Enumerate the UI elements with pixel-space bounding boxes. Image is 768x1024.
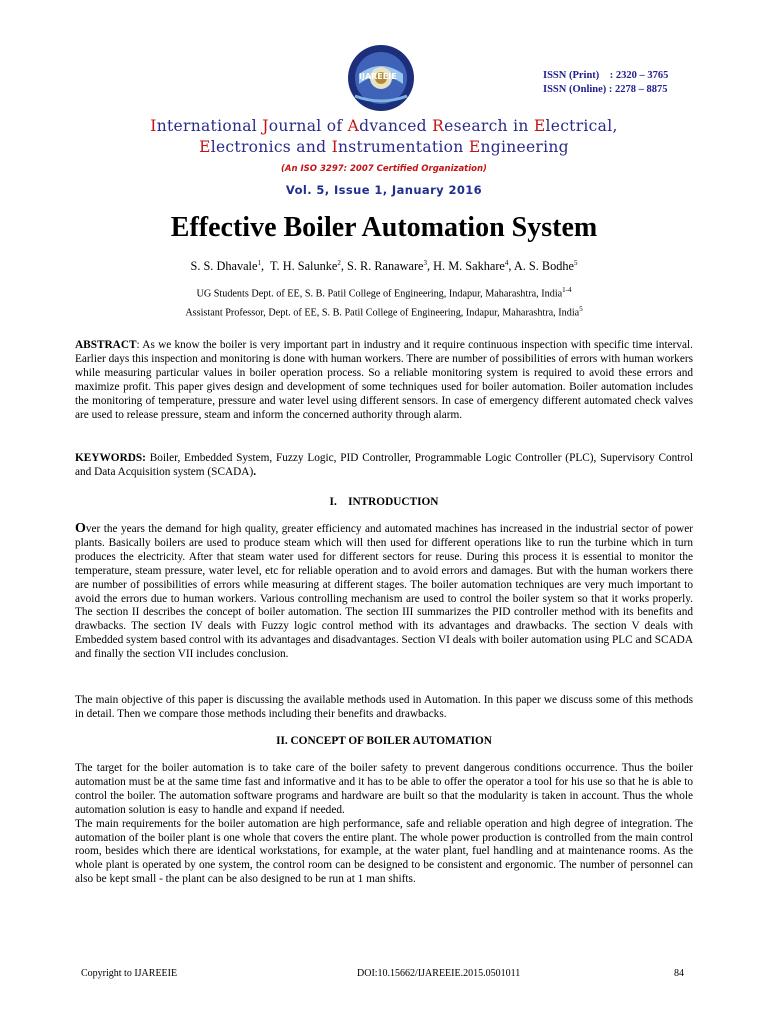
author-sup: 4	[504, 259, 509, 267]
issn-block	[543, 69, 668, 97]
author-name: H. M. Sakhare	[433, 259, 505, 274]
affiliation-2: Assistant Professor, Dept. of EE, S. B. Patil College of Engineering, Indapur, Maharashtra, India$^5$	[185, 305, 583, 319]
section-heading-concept: II. CONCEPT OF BOILER AUTOMATION	[276, 735, 492, 747]
abstract-text: : As we know the boiler is very important part in industry and it require continuous inspection with specific time interval. Earlier days this inspection and monitoring is done with human workers. There are number of possibilities of errors with human workers while measuring particular values in boiler operation process. So a reliable monitoring system is required to avoid these errors and maximize profit. This paper gives design and development of some techniques used for boiler automation. Boiler automation includes the monitoring of temperature, pressure and water level using different sensors. In case of emergency different automated check valves are used to release pressure, steam and inform the concerned authority through alarm.	[75, 339, 693, 421]
author-name: T. H. Salunke	[269, 259, 338, 274]
journal-logo	[347, 44, 415, 112]
objective-paragraph: The main objective of this paper is discussing the available methods used in Automation. In this paper we discuss some of this methods in detail. Then we compare those methods including their benefits and drawbacks.	[75, 694, 693, 720]
journal-name	[60, 116, 708, 158]
keywords-text: Boiler, Embedded System, Fuzzy Logic, PID Controller, Programmable Logic Controller (PLC), Supervisory Control and Data Acquisition system (SCADA)	[75, 452, 693, 478]
concept-paragraph-1: The target for the boiler automation is to take care of the boiler safety to prevent dangerous conditions occurrence. Thus the boiler automation must be at the same time fast and informative and it has to be able to offer the operator a tool for his use so that he is able to control the boiler. The automation software programs and hardware are built so that the modularity is taken in account. Thus the whole automation solution is easy to handle and expand if needed.	[75, 762, 693, 816]
author-name: S. R. Ranaware	[347, 259, 424, 274]
author-list: S. S. Dhavale$^1$, T. H. Salunke$^2$, S. R. Ranaware$^3$, H. M. Sakhare$^4$, A. S. Bodhe$^5$	[190, 259, 578, 274]
concept-paragraph-2: The main requirements for the boiler automation are high performance, safe and reliable operation and high degree of integration. The automation of the boiler plant is one whole that covers the entire plant. The whole power production is controlled from the main control room, besides which there are identical workstations, for example, at the water plant, fuel handling and at maintenance rooms. As the whole plant is operated by one system, the control room can be designed to be consistent and ergonomic. The number of personnel can also be kept small - the plant can be also designed to be run at 1 man shifts.	[75, 817, 693, 886]
author-name: S. S. Dhavale	[190, 259, 258, 274]
volume-issue: Vol. 5, Issue 1, January 2016	[285, 183, 483, 197]
drop-cap: O	[75, 521, 86, 536]
page-footer	[0, 968, 768, 982]
journal-name-line1: International Journal of Advanced Research in Electrical,	[150, 117, 618, 135]
author-sup: 5	[574, 259, 578, 267]
abstract	[75, 339, 693, 422]
footer-doi: DOI:10.15662/IJAREEIE.2015.0501011	[357, 968, 521, 979]
author-sup: 1	[257, 259, 261, 267]
author-sup: 3	[423, 259, 428, 267]
keywords: KEYWORDS: Boiler, Embedded System, Fuzzy Logic, PID Controller, Programmable Logic Controller (PLC), Supervisory Control and Data Acquisition system (SCADA).	[75, 452, 693, 478]
author-sup: 2	[337, 259, 341, 267]
certification-note: (An ISO 3297: 2007 Certified Organization)	[281, 164, 487, 174]
issn-online: ISSN (Online) : 2278 – 8875	[543, 84, 668, 95]
logo-text: IJAREEIE	[359, 72, 397, 81]
page-number: 84	[674, 968, 684, 979]
abstract-label: ABSTRACT	[75, 339, 137, 351]
affiliation-1: UG Students Dept. of EE, S. B. Patil College of Engineering, Indapur, Maharashtra, India$^{1-4}$	[196, 286, 572, 300]
concept-paragraphs	[75, 762, 693, 887]
introduction-paragraph: Over the years the demand for high quality, greater efficiency and automated machines has increased in the industrial sector of power plants. Basically boilers are used to produce steam which will then used for different operations like to run the turbine which in turn produces the electricity. After that steam water used for different sectors for reuse. During this process it is essential to monitor the temperature, steam pressure, water level, etc for reliable operation and to avoid errors and damages. But with the human workers there are number of possibilities of errors while measuring at different stages. The boiler automation techniques are very much important to avoid the errors due to human workers. Various controlling mechanism are used to control the boiler system so that it works properly. The section II describes the concept of boiler automation. The section III summarizes the PID controller method with its benefits and drawbacks. The section IV deals with Fuzzy logic control method with its advantages and drawbacks. The section V deals with Embedded system based control with its advantages and disadvantages. Section VI deals with boiler automation using PLC and SCADA and finally the section VII includes conclusion.	[75, 521, 693, 661]
section-heading-introduction: I. INTRODUCTION	[329, 496, 439, 508]
journal-name-line2: Electronics and Instrumentation Engineering	[199, 138, 569, 156]
footer-copyright: Copyright to IJAREEIE	[81, 968, 178, 979]
author-name: A. S. Bodhe	[513, 259, 574, 274]
keywords-label: KEYWORDS:	[75, 452, 146, 464]
issn-print: ISSN (Print) : 2320 – 3765	[543, 70, 669, 81]
paper-title: Effective Boiler Automation System	[170, 212, 598, 243]
